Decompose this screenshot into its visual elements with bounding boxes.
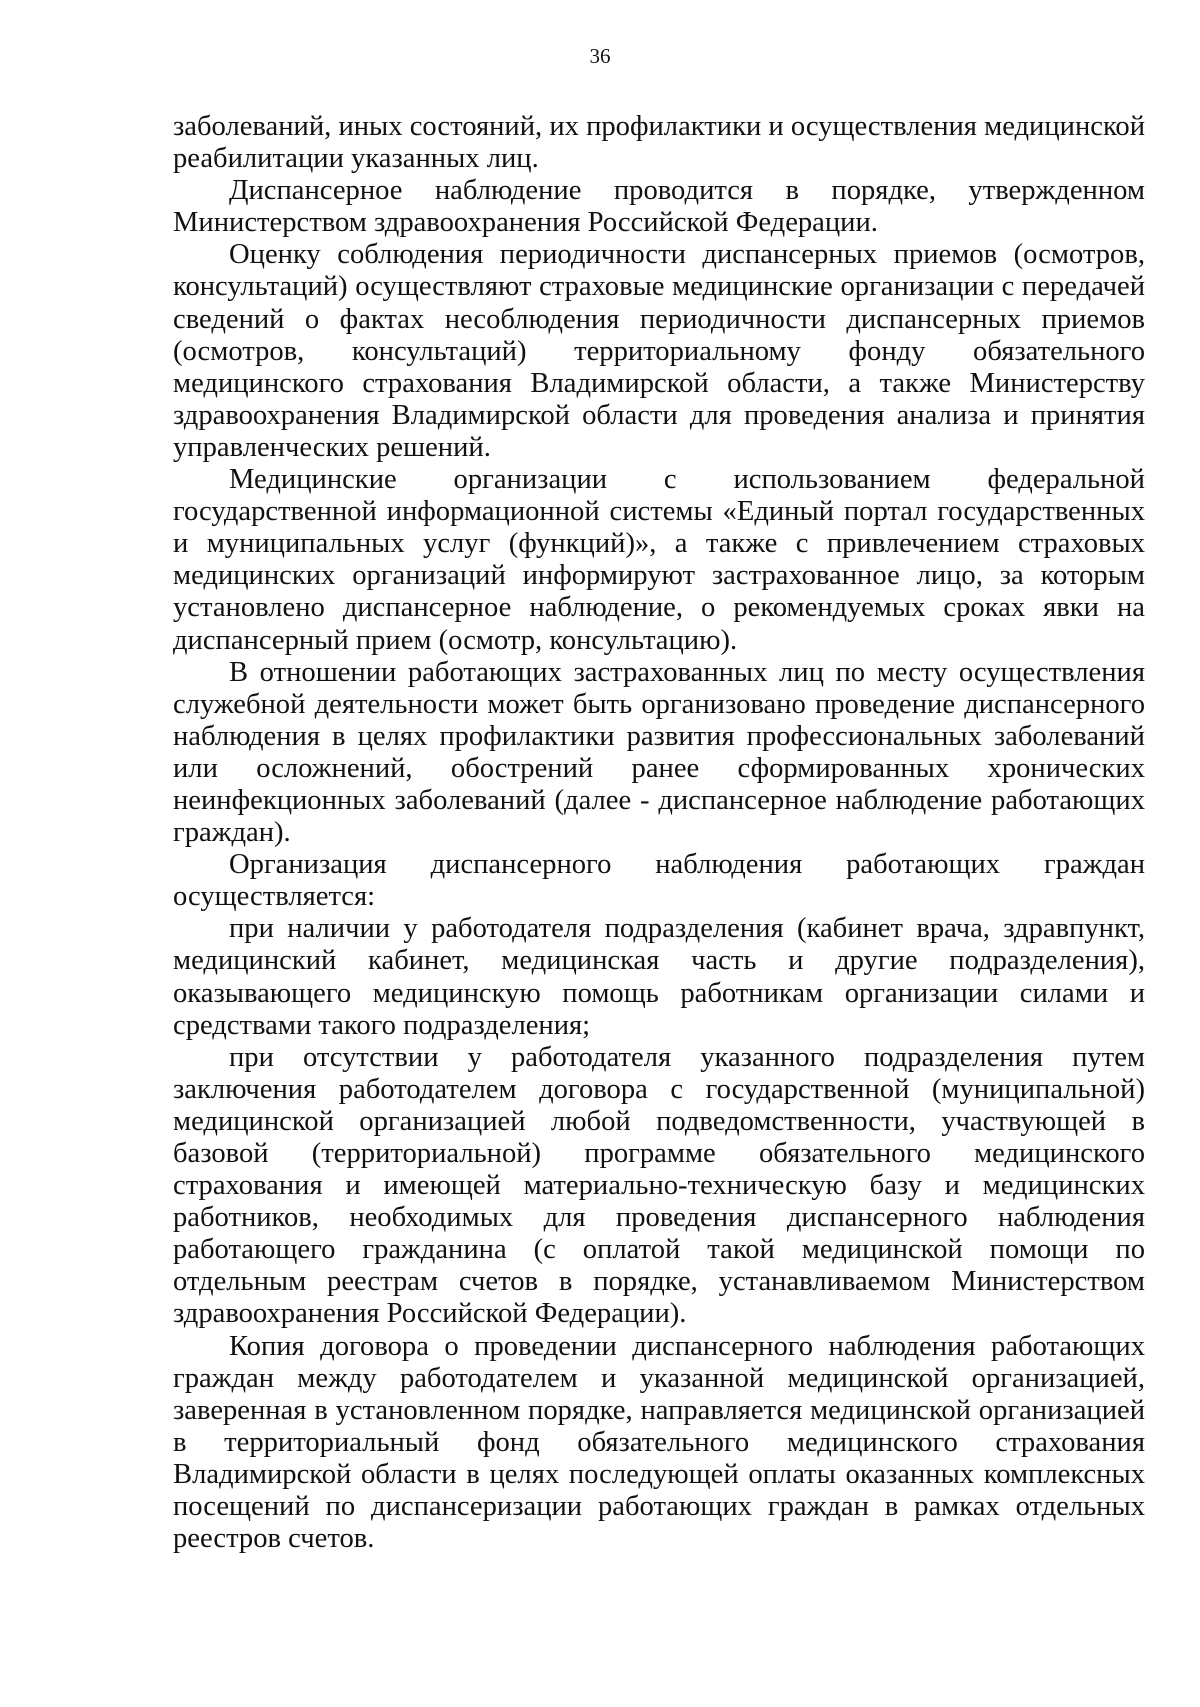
paragraph-working-persons: В отношении работающих застрахованных лиц по месту осуществления служебной деятельности может быть организовано проведение диспансерного наблюдения в целях профилактики развития профессиональных заболеваний или осложнений, обострений ранее сформированных хронических неинфекционных заболеваний (далее - диспансерное наблюдение работающих граждан). [173, 656, 1145, 849]
page-number: 36 [589, 44, 611, 68]
paragraph-observation-order: Диспансерное наблюдение проводится в порядке, утвержденном Министерством здравоохранения Российской Федерации. [173, 175, 1145, 239]
paragraph-contract-copy: Копия договора о проведении диспансерного наблюдения работающих граждан между работодателем и указанной медицинской организацией, заверенная в установленном порядке, направляется медицинской организацией в территориальный фонд обязательного медицинского страхования Владимирской области в целях последующей оплаты оказанных комплексных посещений по диспансеризации работающих граждан в рамках отдельных реестров счетов. [173, 1330, 1145, 1555]
paragraph-informing: Медицинские организации с использованием федеральной государственной информационной системы «Единый портал государственных и муниципальных услуг (функций)», а также с привлечением страховых медицинских организаций информируют застрахованное лицо, за которым установлено диспансерное наблюдение, о рекомендуемых сроках явки на диспансерный прием (осмотр, консультацию). [173, 464, 1145, 656]
document-body [173, 111, 1145, 1555]
paragraph-employer-unit: при наличии у работодателя подразделения (кабинет врача, здравпункт, медицинский кабинет, медицинская часть и другие подразделения), оказывающего медицинскую помощь работникам организации силами и средствами такого подразделения; [173, 913, 1145, 1041]
paragraph-organization-intro: Организация диспансерного наблюдения работающих граждан осуществляется: [173, 849, 1145, 913]
paragraph-employer-contract: при отсутствии у работодателя указанного подразделения путем заключения работодателем договора с государственной (муниципальной) медицинской организацией любой подведомственности, участвующей в базовой (территориальной) программе обязательного медицинского страхования и имеющей материально-техническую базу и медицинских работников, необходимых для проведения диспансерного наблюдения работающего гражданина (с оплатой такой медицинской помощи по отдельным реестрам счетов в порядке, устанавливаемом Министерством здравоохранения Российской Федерации). [173, 1041, 1145, 1330]
paragraph-continuation: заболеваний, иных состояний, их профилактики и осуществления медицинской реабилитации указанных лиц. [173, 111, 1145, 175]
paragraph-periodicity-assessment: Оценку соблюдения периодичности диспансерных приемов (осмотров, консультаций) осуществляют страховые медицинские организации с передачей сведений о фактах несоблюдения периодичности диспансерных приемов (осмотров, консультаций) территориальному фонду обязательного медицинского страхования Владимирской области, а также Министерству здравоохранения Владимирской области для проведения анализа и принятия управленческих решений. [173, 239, 1145, 463]
